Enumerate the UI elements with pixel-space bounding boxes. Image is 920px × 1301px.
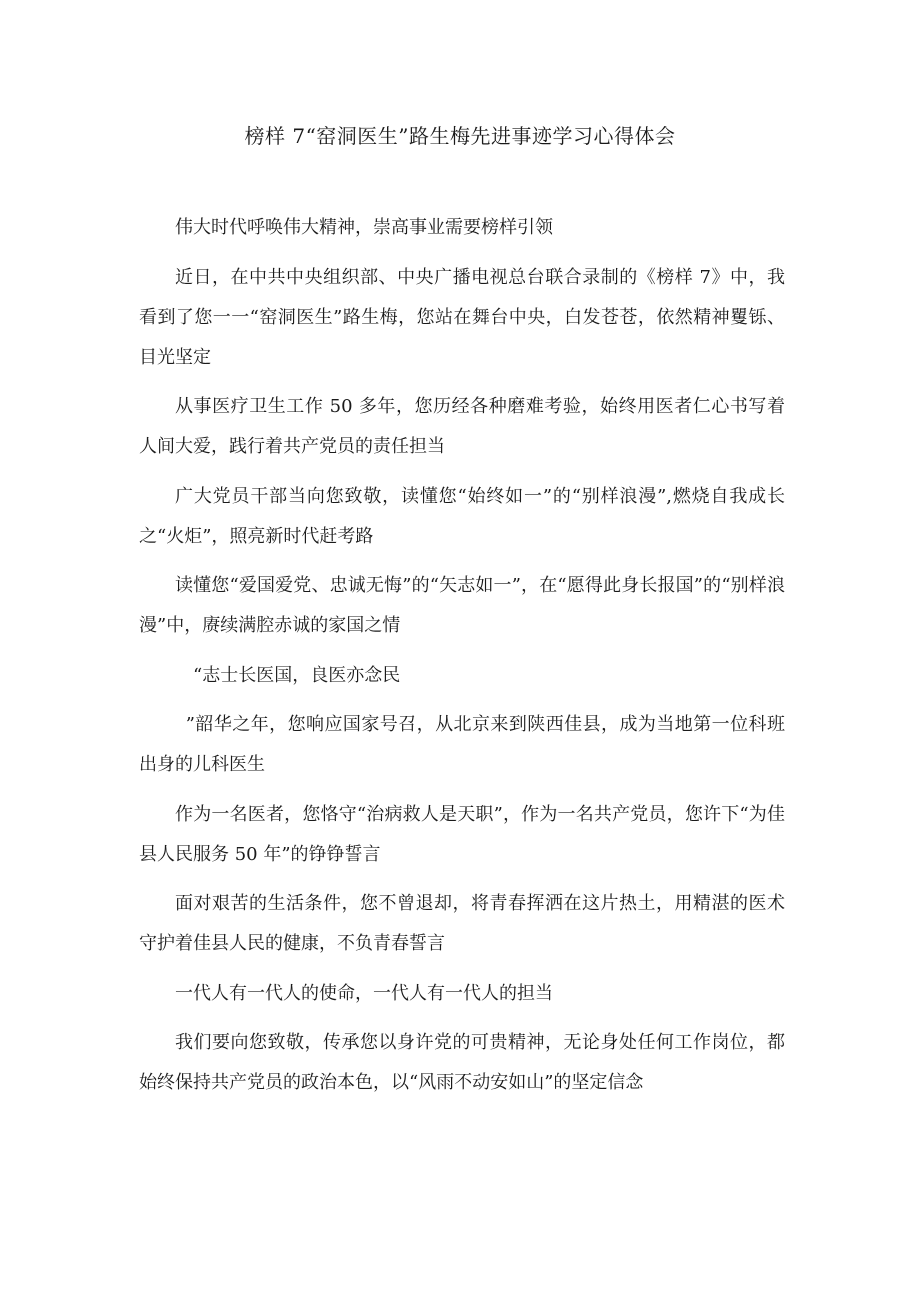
paragraph: 一代人有一代人的使命，一代人有一代人的担当 [175,982,553,1004]
paragraph: 面对艰苦的生活条件，您不曾退却，将青春挥洒在这片热土，用精湛的医术守护着佳县人民的健康，不负青春誓言 [139,893,785,954]
paragraph: 近日，在中共中央组织部、中央广播电视总台联合录制的《榜样 7》中，我看到了您一一“窑洞医生”路生梅，您站在舞台中央，白发苍苍，依然精神矍铄、目光坚定 [139,266,785,368]
paragraph: 我们要向您致敬，传承您以身许党的可贵精神，无论身处任何工作岗位，都始终保持共产党员的政治本色，以“风雨不动安如山”的坚定信念 [139,1032,785,1093]
document-title: 榜样 7“窑洞医生”路生梅先进事迹学习心得体会 [244,124,676,148]
paragraph: 从事医疗卫生工作 50 多年，您历经各种磨难考验，始终用医者仁心书写着人间大爱，践行着共产党员的责任担当 [139,396,785,457]
paragraph: 广大党员干部当向您致敬，读懂您“始终如一”的“别样浪漫”,燃烧自我成长之“火炬”，照亮新时代赶考路 [139,485,785,547]
paragraph: 作为一名医者，您恪守“治病救人是天职”，作为一名共产党员，您许下“为佳县人民服务 50 年”的铮铮誓言 [139,803,785,865]
paragraph: ”韶华之年，您响应国家号召，从北京来到陕西佳县，成为当地第一位科班出身的儿科医生 [139,714,785,775]
document-body [139,208,785,1113]
paragraph: 读懂您“爱国爱党、忠诚无悔”的“矢志如一”，在“愿得此身长报国”的“别样浪漫”中，赓续满腔赤诚的家国之情 [139,575,785,636]
paragraph: 伟大时代呼唤伟大精神，崇高事业需要榜样引领 [175,217,553,238]
paragraph: “志士长医国，良医亦念民 [193,664,401,686]
